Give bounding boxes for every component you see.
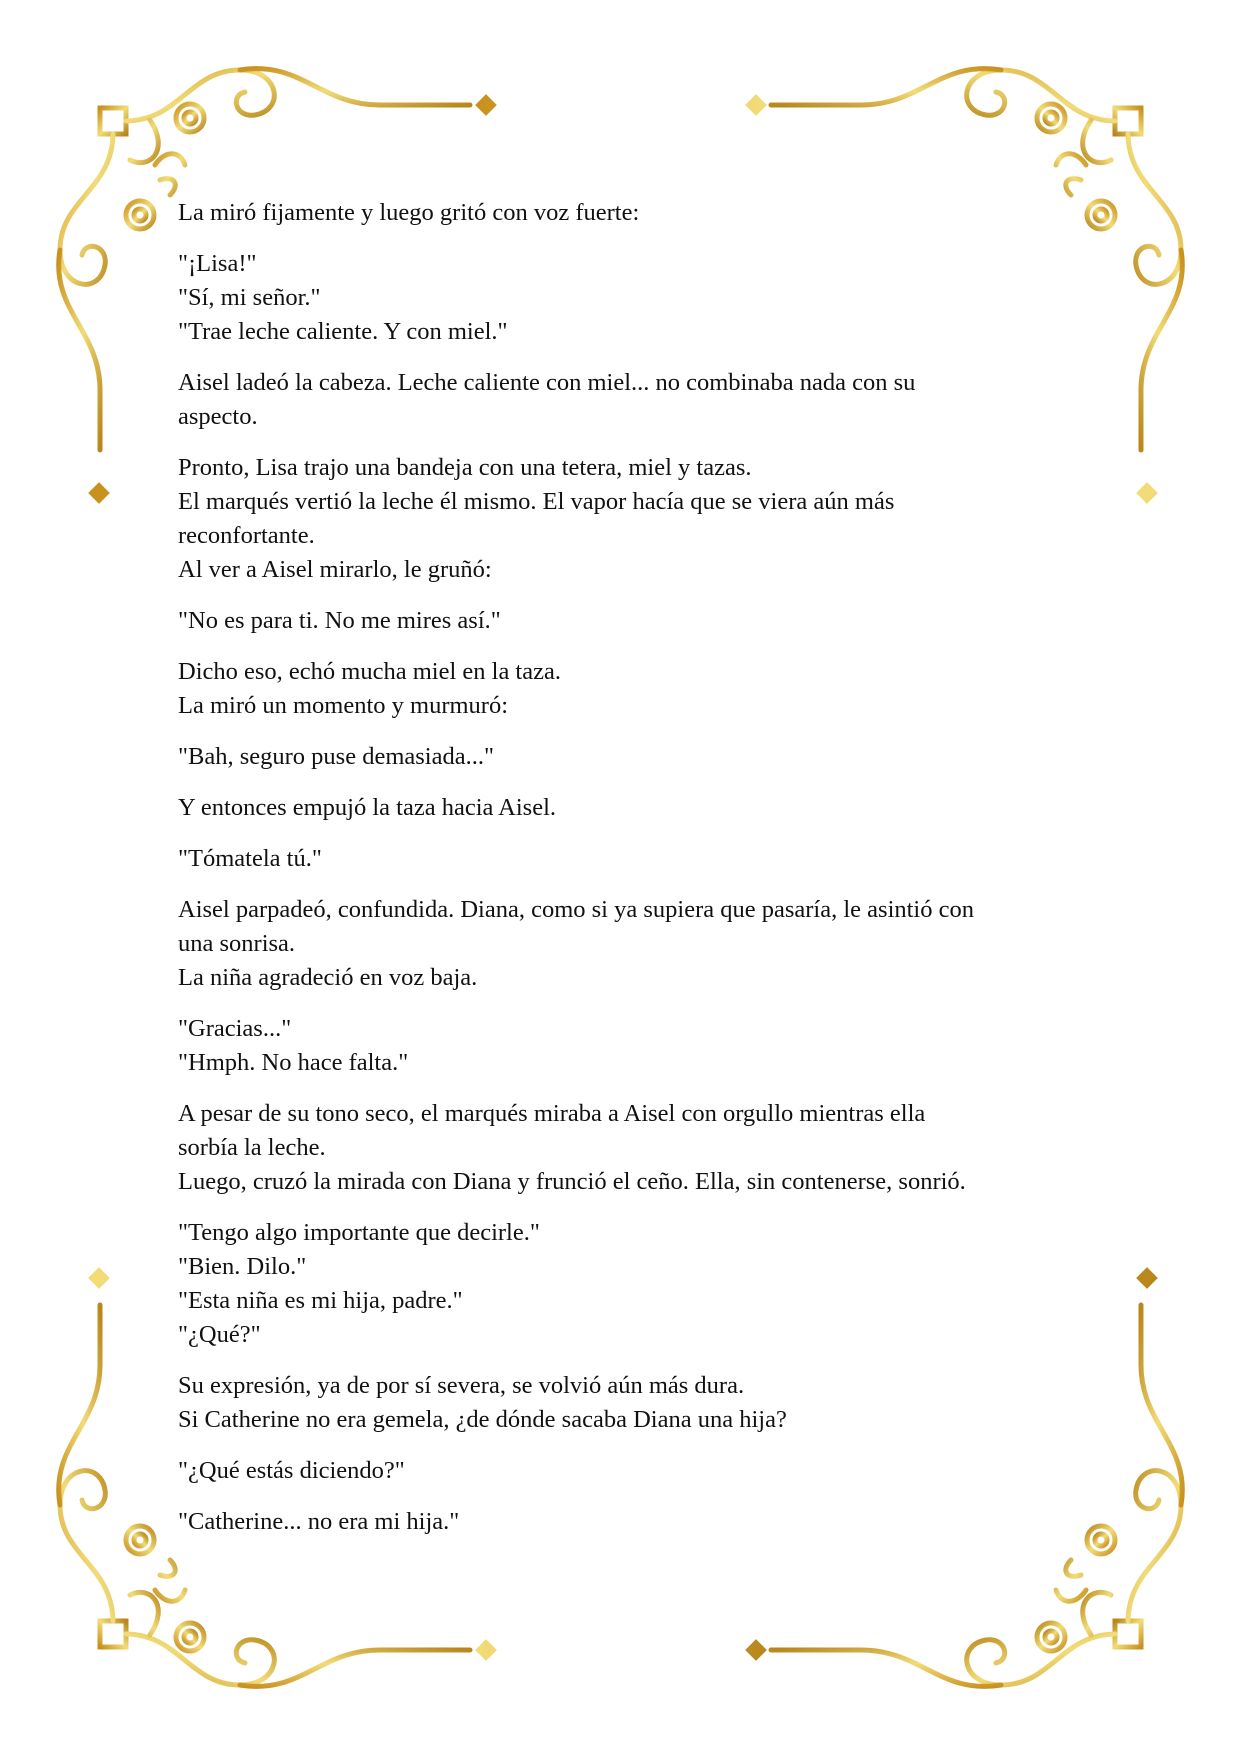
paragraph <box>178 1454 1078 1488</box>
text-line: Si Catherine no era gemela, ¿de dónde sacaba Diana una hija? <box>178 1406 787 1433</box>
text-line: Y entonces empujó la taza hacia Aisel. <box>178 794 557 821</box>
text-line: "Bien. Dilo." <box>178 1253 307 1280</box>
text-line: La miró fijamente y luego gritó con voz fuerte: <box>178 199 640 226</box>
text-line: aspecto. <box>178 403 258 430</box>
paragraph <box>178 1097 1078 1199</box>
paragraph <box>178 1012 1078 1080</box>
text-line: "¿Qué estás diciendo?" <box>178 1457 405 1484</box>
text-line: una sonrisa. <box>178 930 296 957</box>
text-line: Al ver a Aisel mirarlo, le gruñó: <box>178 556 492 583</box>
paragraph <box>178 740 1078 774</box>
paragraph <box>178 451 1078 587</box>
text-line: "Bah, seguro puse demasiada..." <box>178 743 494 770</box>
text-line: "Esta niña es mi hija, padre." <box>178 1287 463 1314</box>
text-line: reconfortante. <box>178 522 315 549</box>
paragraph <box>178 791 1078 825</box>
text-line: "Tómatela tú." <box>178 845 322 872</box>
text-line: Su expresión, ya de por sí severa, se volvió aún más dura. <box>178 1372 745 1399</box>
text-line: Luego, cruzó la mirada con Diana y frunció el ceño. Ella, sin contenerse, sonrió. <box>178 1168 966 1195</box>
text-line: "No es para ti. No me mires así." <box>178 607 501 634</box>
text-line: sorbía la leche. <box>178 1134 326 1161</box>
text-line: "¿Qué?" <box>178 1321 261 1348</box>
text-line: "Tengo algo importante que decirle." <box>178 1219 540 1246</box>
body-text <box>178 196 1078 1556</box>
paragraph <box>178 1216 1078 1352</box>
text-line: "Hmph. No hace falta." <box>178 1049 409 1076</box>
text-line: El marqués vertió la leche él mismo. El vapor hacía que se viera aún más <box>178 488 895 515</box>
paragraph <box>178 842 1078 876</box>
paragraph <box>178 196 1078 230</box>
text-line: La niña agradeció en voz baja. <box>178 964 478 991</box>
text-line: Dicho eso, echó mucha miel en la taza. <box>178 658 561 685</box>
text-line: "Catherine... no era mi hija." <box>178 1508 460 1535</box>
paragraph <box>178 604 1078 638</box>
text-line: "¡Lisa!" <box>178 250 257 277</box>
paragraph <box>178 247 1078 349</box>
paragraph <box>178 1505 1078 1539</box>
text-line: "Sí, mi señor." <box>178 284 321 311</box>
text-line: "Gracias..." <box>178 1015 292 1042</box>
paragraph <box>178 366 1078 434</box>
text-line: A pesar de su tono seco, el marqués miraba a Aisel con orgullo mientras ella <box>178 1100 926 1127</box>
text-line: La miró un momento y murmuró: <box>178 692 509 719</box>
text-line: Pronto, Lisa trajo una bandeja con una tetera, miel y tazas. <box>178 454 752 481</box>
text-line: "Trae leche caliente. Y con miel." <box>178 318 508 345</box>
paragraph <box>178 655 1078 723</box>
text-line: Aisel parpadeó, confundida. Diana, como si ya supiera que pasaría, le asintió con <box>178 896 974 923</box>
paragraph <box>178 1369 1078 1437</box>
paragraph <box>178 893 1078 995</box>
text-line: Aisel ladeó la cabeza. Leche caliente con miel... no combinaba nada con su <box>178 369 916 396</box>
